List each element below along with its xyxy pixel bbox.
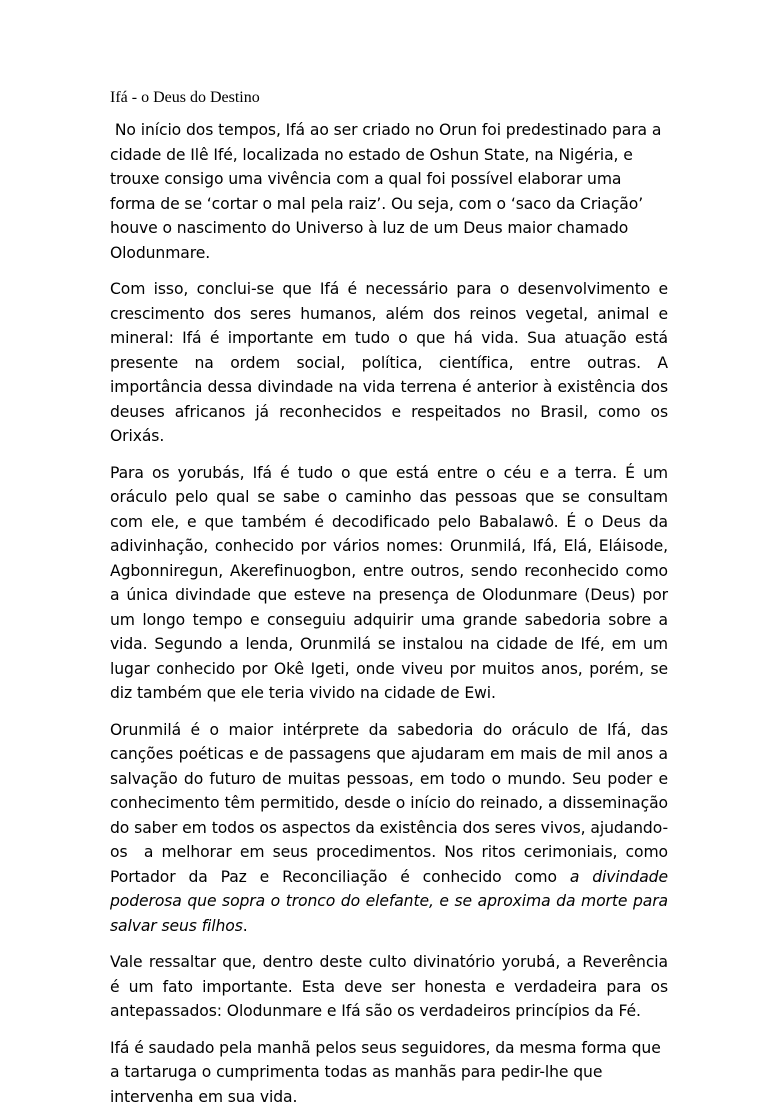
paragraph-4	[110, 718, 668, 939]
paragraph-5-text: Vale ressaltar que, dentro deste culto divinatório yorubá, a Reverência é um fato importante. Esta deve ser honesta e verdadeira para os antepassados: Olodunmare e Ifá são os verdadeiros princípios da Fé.	[110, 953, 668, 1020]
paragraph-3	[110, 461, 668, 706]
paragraph-4-italic-text: a divindade poderosa que sopra o tronco do elefante, e se aproxima da morte para salvar seus filhos	[110, 868, 668, 935]
paragraph-4-tail: .	[243, 917, 248, 935]
paragraph-4-text: Orunmilá é o maior intérprete da sabedoria do oráculo de Ifá, das canções poéticas e de passagens que ajudaram em mais de mil anos a salvação do futuro de muitas pessoas, em todo o mundo. Seu poder e conhecimento têm permitido, desde o início do reinado, a disseminação do saber em todos os aspectos da existência dos seres vivos, ajudando-os a melhorar em seus procedimentos. Nos ritos cerimoniais, como Portador da Paz e Reconciliação é conhecido como	[110, 721, 673, 886]
paragraph-2-text: Com isso, conclui-se que Ifá é necessário para o desenvolvimento e crescimento dos seres humanos, além dos reinos vegetal, animal e mineral: Ifá é importante em tudo o que há vida. Sua atuação está presente na ordem social, política, científica, entre outras. A importância dessa divindade na vida terrena é anterior à existência dos deuses africanos já reconhecidos e respeitados no Brasil, como os Orixás.	[110, 280, 668, 445]
paragraph-2	[110, 277, 668, 449]
paragraph-1-text: No início dos tempos, Ifá ao ser criado no Orun foi predestinado para a cidade de Ilê Ifé, localizada no estado de Oshun State, na Nigéria, e trouxe consigo uma vivência com a qual foi possível elaborar uma forma de se ‘cortar o mal pela raiz’. Ou seja, com o ‘saco da Criação’ houve o nascimento do Universo à luz de um Deus maior chamado Olodunmare.	[110, 121, 666, 262]
paragraph-6-text: Ifá é saudado pela manhã pelos seus seguidores, da mesma forma que a tartaruga o cumprimenta todas as manhãs para pedir-lhe que intervenha em sua vida.	[110, 1039, 661, 1106]
paragraph-5	[110, 950, 668, 1024]
paragraph-6	[110, 1036, 668, 1109]
document-title: Ifá - o Deus do Destino	[110, 88, 668, 108]
paragraph-3-text: Para os yorubás, Ifá é tudo o que está entre o céu e a terra. É um oráculo pelo qual se sabe o caminho das pessoas que se consultam com ele, e que também é decodificado pelo Babalawô. É o Deus da adivinhação, conhecido por vários nomes: Orunmilá, Ifá, Elá, Eláisode, Agbonniregun, Akerefinuogbon, entre outros, sendo reconhecido como a única divindade que esteve na presença de Olodunmare (Deus) por um longo tempo e conseguiu adquirir uma grande sabedoria sobre a vida. Segundo a lenda, Orunmilá se instalou na cidade de Ifé, em um lugar conhecido por Okê Igeti, onde viveu por muitos anos, porém, se diz também que ele teria vivido na cidade de Ewi.	[110, 464, 668, 703]
paragraph-1	[110, 118, 668, 265]
